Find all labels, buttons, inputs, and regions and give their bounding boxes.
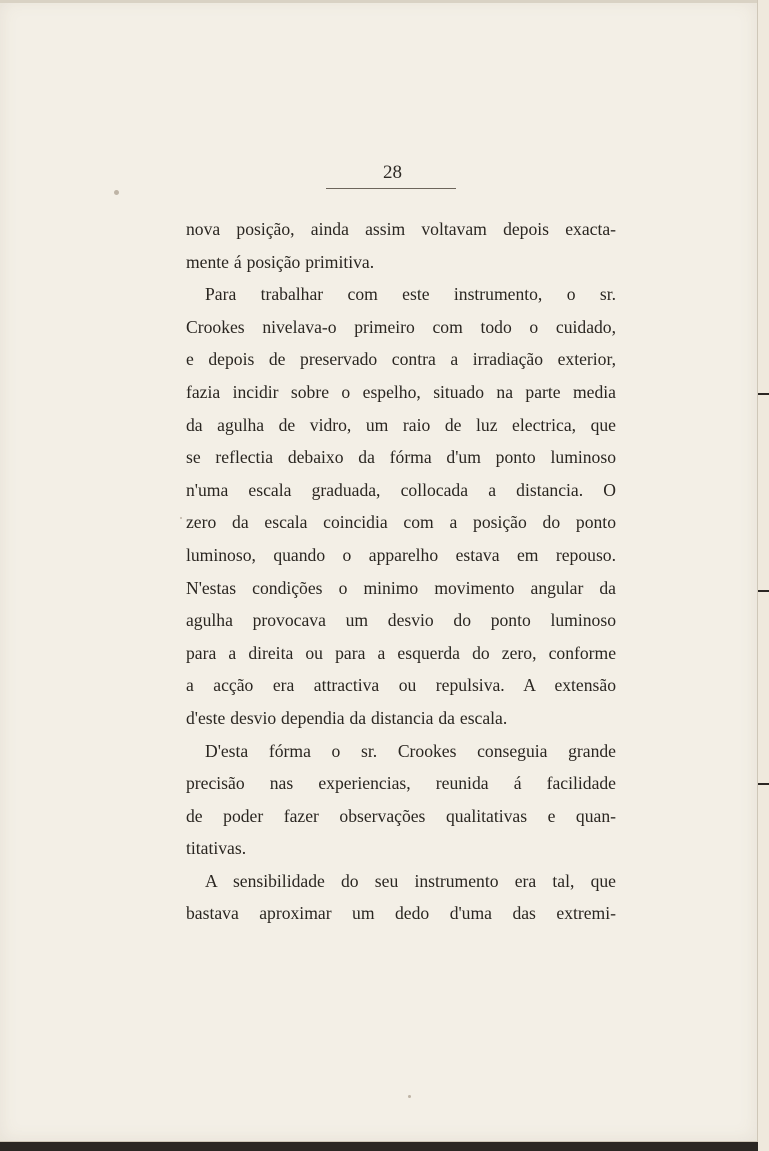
paper-speck	[180, 517, 182, 519]
text-line: mente á posição primitiva.	[186, 251, 375, 272]
text-line: agulha provocava um desvio do ponto luminoso	[186, 610, 616, 631]
text-line: nova posição, ainda assim voltavam depois exacta-	[186, 219, 616, 239]
text-line: N'estas condições o minimo movimento angular da	[186, 577, 616, 598]
text-line: Para trabalhar com este instrumento, o sr.	[205, 284, 616, 305]
text-line: fazia incidir sobre o espelho, situado na parte media	[186, 381, 616, 402]
text-line: para a direita ou para a esquerda do zero, conforme	[186, 642, 616, 663]
text-line: titativas.	[186, 838, 247, 859]
text-line: da agulha de vidro, um raio de luz electrica, que	[186, 414, 616, 435]
page-edge-mark	[758, 393, 769, 395]
text-line: luminoso, quando o apparelho estava em repouso.	[186, 544, 616, 565]
page-edge-mark	[758, 590, 769, 592]
text-line: precisão nas experiencias, reunida á facilidade	[186, 773, 616, 794]
paper-speck	[408, 1095, 411, 1098]
text-line: A sensibilidade do seu instrumento era tal, que	[205, 870, 616, 891]
page-edge-mark	[758, 783, 769, 785]
text-line: de poder fazer observações qualitativas e quan-	[186, 805, 616, 826]
text-line: zero da escala coincidia com a posição do ponto	[186, 512, 616, 533]
text-line: D'esta fórma o sr. Crookes conseguia grande	[205, 740, 616, 761]
header-rule	[326, 188, 456, 189]
text-line: e depois de preservado contra a irradiação exterior,	[186, 349, 616, 370]
page-top-edge	[0, 0, 757, 3]
text-line: se reflectia debaixo da fórma d'um ponto luminoso	[186, 447, 616, 468]
text-line: bastava aproximar um dedo d'uma das extremi-	[186, 903, 616, 924]
text-line: d'este desvio dependia da distancia da escala.	[186, 707, 508, 728]
text-line: a acção era attractiva ou repulsiva. A extensão	[186, 675, 616, 696]
body-text	[186, 213, 616, 930]
text-line: Crookes nivelava-o primeiro com todo o cuidado,	[186, 316, 616, 337]
text-line: n'uma escala graduada, collocada a distancia. O	[186, 479, 616, 500]
adjacent-page-edge	[758, 0, 769, 1151]
paper-speck	[114, 190, 119, 195]
page-number: 28	[383, 162, 402, 183]
